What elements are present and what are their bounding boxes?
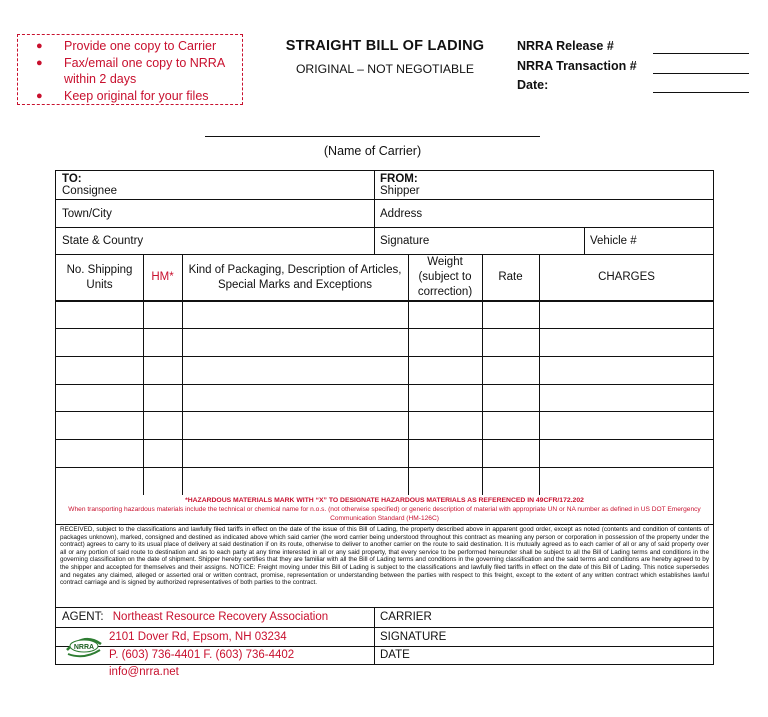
from-cell[interactable]: FROM: Shipper [380, 173, 420, 197]
release-line [653, 53, 749, 54]
transaction-line [653, 73, 749, 74]
hm-header: HM* [151, 271, 174, 283]
instructions-box [17, 34, 243, 105]
table-row[interactable] [56, 439, 713, 440]
instruction-item: ● Keep original for your files [36, 88, 209, 103]
table-row[interactable] [56, 467, 713, 468]
table-row[interactable] [56, 411, 713, 412]
instruction-item: ● Fax/email one copy to NRRA within 2 days [36, 55, 225, 86]
agent-name: Northeast Resource Recovery Association [112, 611, 329, 623]
table-row[interactable] [56, 384, 713, 385]
charges-header: CHARGES [598, 271, 655, 283]
nrra-logo-icon [64, 630, 104, 660]
units-header: No. Shipping Units [66, 263, 133, 291]
bill-form [55, 170, 714, 678]
signature-field[interactable]: SIGNATURE [380, 631, 447, 643]
town-city-cell[interactable]: Town/City [62, 208, 112, 220]
to-cell[interactable]: TO: Consignee [62, 173, 117, 197]
signature-cell[interactable]: Signature [380, 235, 430, 247]
legal-terms: RECEIVED, subject to the classifications and lawfully filed tariffs in effect on the date of the issue of this Bill of Lading, the property described above in apparent good order, except as noted (contents and condition of contents of packages unknown), marked, consigned and destined as indicated above which said carrier (the word carrier being understood throughout this contract as meaning any person or corporation in possession of the property under the contract) agrees to carry to its usual place of delivery at said destination if on its route, otherwise to deliver to another carrier on the route to said destination. It is mutually agreed as to each carrier of all or any of said property over all or any portion of said route to destination and as to each party at any time interested in all or any said property, that every service to be performed hereunder shall be subject to all the Bill of Lading terms and conditions in the governing classification on the date of shipment. Shipper hereby certifies that they are familiar with all the Bill of Lading terms and conditions in the governing classification and the said terms and conditions are hereby agreed to by the shipper and accepted for themselves and their assigns. NOTICE: Freight moving under this Bill of Lading is subject to the classifications and lawfully filed tariffs in effect on the date of this Bill of Lading. This notice supersedes and negates any claimed, alleged or asserted oral or written contract, promise, representation or understanding between the parties with respect to this freight, except to the extent of any written contract which establishes lawful contract carriage and is signed by authorized representatives of both parties to the contract. [56, 525, 713, 608]
transaction-field[interactable]: NRRA Transaction # [517, 59, 752, 79]
table-row[interactable] [56, 356, 713, 357]
document-subtitle: ORIGINAL – NOT NEGOTIABLE [295, 62, 475, 76]
agent-contact-row [56, 647, 713, 678]
logo-text: NRRA [73, 644, 95, 651]
bullet-icon: ● [36, 40, 43, 52]
document-title: STRAIGHT BILL OF LADING [285, 38, 485, 54]
date-field[interactable]: Date: [517, 78, 752, 98]
rate-header: Rate [498, 271, 523, 283]
hazmat-notice: *HAZARDOUS MATERIALS MARK WITH “X” TO DESIGNATE HAZARDOUS MATERIALS AS REFERENCED IN 49CFR/172.202 When transporting hazardous materials include the technical or chemical name for n.o.s. (not otherwise specified) or generic description of material with appropriate UN or NA number as defined in US DOT Emergency Communication Standard (HM-126C) [56, 495, 713, 525]
agent-address-row [56, 628, 713, 647]
address-cell[interactable]: Address [380, 208, 423, 220]
bullet-icon: ● [36, 89, 43, 102]
nrra-fields [517, 39, 752, 98]
weight-header: Weight (subject to correction) [417, 256, 473, 298]
town-row [56, 200, 713, 228]
to-from-row [56, 171, 713, 200]
date-line [653, 92, 749, 93]
state-row [56, 228, 713, 255]
vehicle-cell[interactable]: Vehicle # [590, 235, 637, 247]
date-field-bottom[interactable]: DATE [380, 649, 410, 661]
agent-contact: P. (603) 736-4401 F. (603) 736-4402 info@nrra.net [109, 649, 295, 678]
carrier-name-line[interactable] [205, 136, 540, 137]
description-header: Kind of Packaging, Description of Articles, Special Marks and Exceptions [188, 263, 402, 291]
carrier-name-caption: (Name of Carrier) [323, 144, 422, 158]
bullet-icon: ● [36, 56, 43, 69]
title-block [270, 38, 500, 76]
table-row[interactable] [56, 328, 713, 329]
instruction-item: ● Provide one copy to Carrier [36, 39, 217, 53]
agent-address: 2101 Dover Rd, Epsom, NH 03234 [109, 631, 287, 643]
agent-label: AGENT: [62, 611, 104, 623]
table-row[interactable] [56, 301, 713, 302]
carrier-field[interactable]: CARRIER [380, 611, 432, 623]
agent-row [56, 608, 713, 628]
state-country-cell[interactable]: State & Country [62, 235, 144, 247]
column-header-row [56, 255, 713, 301]
release-field[interactable]: NRRA Release # [517, 39, 752, 59]
